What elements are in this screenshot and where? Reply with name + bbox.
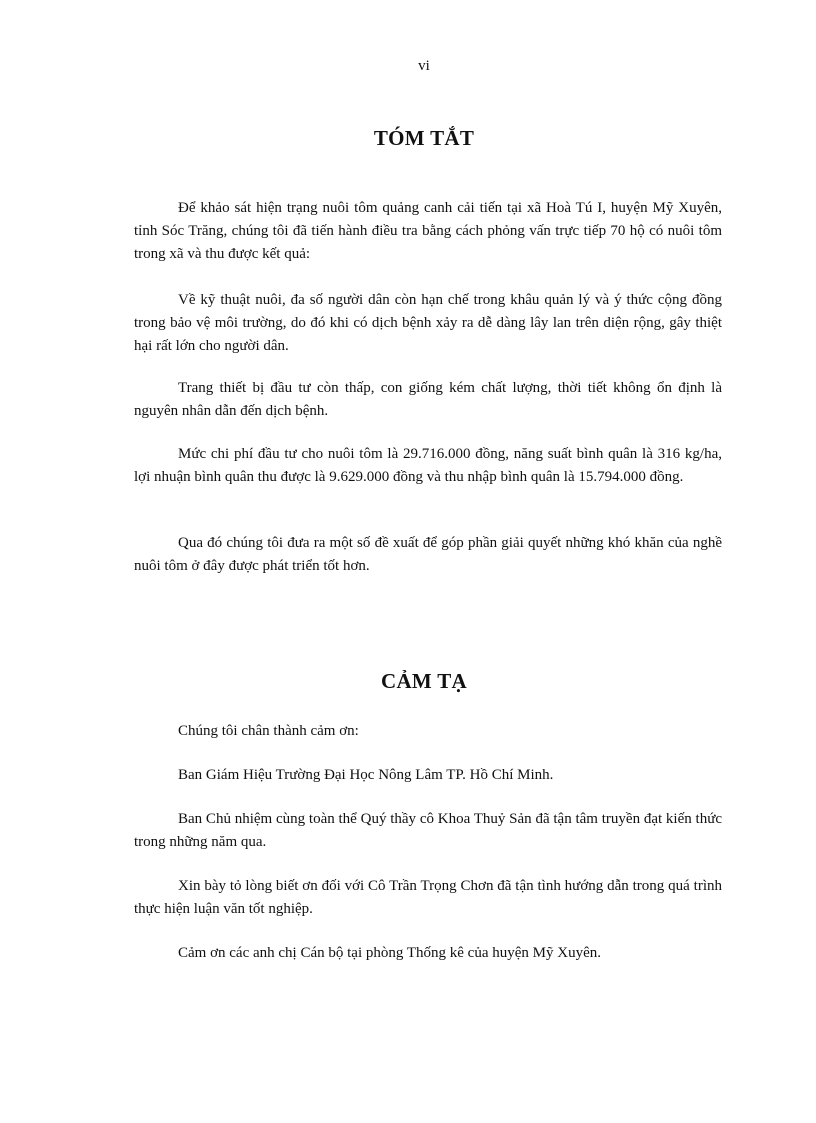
acknowledgement-paragraph-3: Ban Chủ nhiệm cùng toàn thể Quý thầy cô Khoa Thuỷ Sản đã tận tâm truyền đạt kiến thức trong những năm qua. xyxy=(134,811,722,850)
page-number: vi xyxy=(418,58,430,74)
summary-paragraph-4: Mức chi phí đầu tư cho nuôi tôm là 29.716.000 đồng, năng suất bình quân là 316 kg/ha, lợi nhuận bình quân thu được là 9.629.000 đồng và thu nhập bình quân là 15.794.000 đồng. xyxy=(134,446,722,485)
acknowledgement-paragraph-5: Cảm ơn các anh chị Cán bộ tại phòng Thống kê của huyện Mỹ Xuyên. xyxy=(178,945,601,961)
acknowledgements-heading: CẢM TẠ xyxy=(381,669,467,693)
summary-paragraph-3: Trang thiết bị đầu tư còn thấp, con giống kém chất lượng, thời tiết không ổn định là nguyên nhân dẫn đến dịch bệnh. xyxy=(134,380,722,419)
acknowledgement-paragraph-2: Ban Giám Hiệu Trường Đại Học Nông Lâm TP. Hồ Chí Minh. xyxy=(178,767,554,783)
summary-paragraph-2: Về kỹ thuật nuôi, đa số người dân còn hạn chế trong khâu quản lý và ý thức cộng đồng trong bảo vệ môi trường, do đó khi có dịch bệnh xảy ra dễ dàng lây lan trên diện rộng, gây thiệt hại rất lớn cho người dân. xyxy=(134,292,722,354)
summary-paragraph-5: Qua đó chúng tôi đưa ra một số đề xuất để góp phần giải quyết những khó khăn của nghề nuôi tôm ở đây được phát triển tốt hơn. xyxy=(134,535,722,574)
acknowledgement-paragraph-4: Xin bày tỏ lòng biết ơn đối với Cô Trần Trọng Chơn đã tận tình hướng dẫn trong quá trình thực hiện luận văn tốt nghiệp. xyxy=(134,878,722,917)
summary-heading: TÓM TẮT xyxy=(373,126,475,150)
summary-paragraph-1: Để khảo sát hiện trạng nuôi tôm quảng canh cải tiến tại xã Hoà Tú I, huyện Mỹ Xuyên, tỉnh Sóc Trăng, chúng tôi đã tiến hành điều tra bằng cách phỏng vấn trực tiếp 70 hộ có nuôi tôm trong xã và thu được kết quả: xyxy=(134,200,722,262)
acknowledgement-paragraph-1: Chúng tôi chân thành cảm ơn: xyxy=(178,723,359,739)
